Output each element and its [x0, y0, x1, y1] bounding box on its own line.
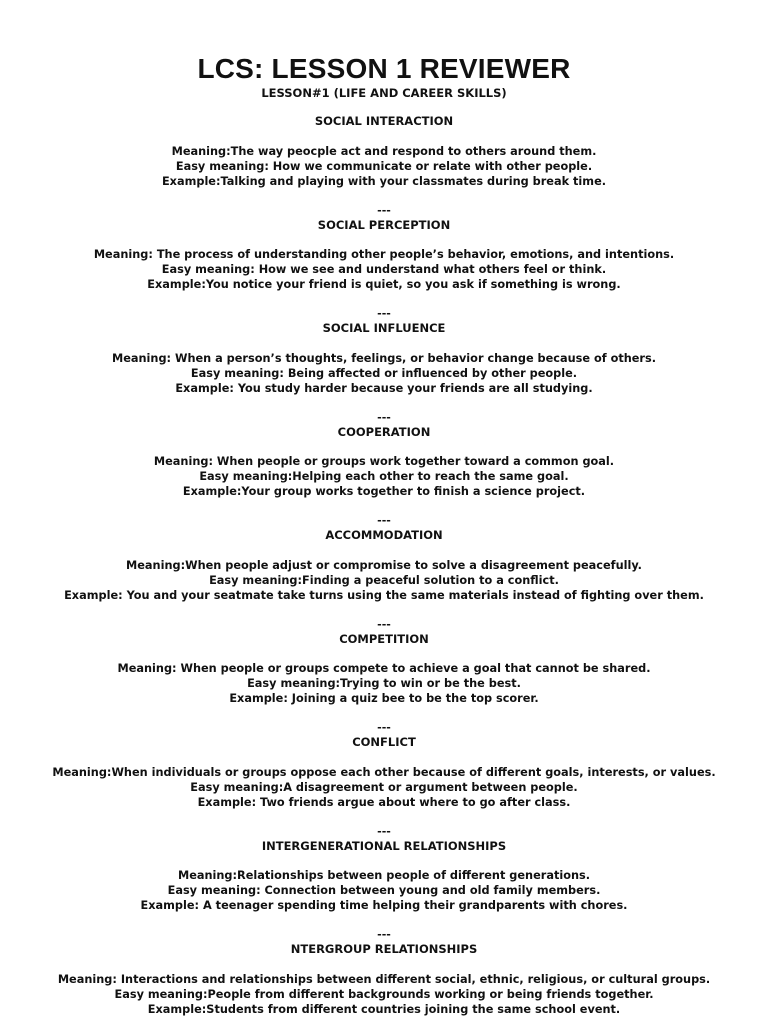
section-separator: ---: [377, 410, 391, 424]
meaning-line: Meaning: When a person’s thoughts, feelings, or behavior change because of others.: [111, 351, 657, 365]
example-line: Example: You study harder because your friends are all studying.: [175, 381, 593, 395]
section-heading: ACCOMMODATION: [325, 528, 443, 542]
meaning-line: Meaning:When individuals or groups oppose each other because of different goals, interests, or values.: [52, 765, 716, 779]
easy-meaning-line: Easy meaning:Trying to win or be the best.: [247, 677, 521, 690]
sections-list: [0, 114, 768, 1017]
easy-meaning-line: Easy meaning:A disagreement or argument between people.: [190, 780, 578, 794]
section-separator: ---: [377, 203, 391, 217]
section-social-perception: [0, 218, 768, 322]
section-heading: SOCIAL INFLUENCE: [322, 321, 446, 335]
meaning-line: Meaning:When people adjust or compromise to solve a disagreement peacefully.: [126, 558, 642, 572]
section-cooperation: [0, 425, 768, 529]
document-subtitle: LESSON#1 (LIFE AND CAREER SKILLS): [261, 86, 507, 100]
section-separator: ---: [377, 307, 391, 320]
section-intergenerational-relationships: [0, 839, 768, 943]
section-social-influence: [0, 321, 768, 425]
section-separator: ---: [377, 617, 391, 631]
easy-meaning-line: Easy meaning: How we communicate or relate with other people.: [175, 159, 593, 173]
document-title: LCS: LESSON 1 REVIEWER: [197, 53, 571, 84]
meaning-line: Meaning:The way peocple act and respond to others around them.: [171, 144, 597, 158]
example-line: Example:Your group works together to finish a science project.: [182, 485, 586, 498]
section-heading: SOCIAL INTERACTION: [314, 114, 454, 128]
example-line: Example: Two friends argue about where to go after class.: [197, 795, 571, 809]
example-line: Example:Students from different countries joining the same school event.: [147, 1002, 621, 1016]
section-competition: [0, 632, 768, 736]
easy-meaning-line: Easy meaning:Helping each other to reach the same goal.: [199, 470, 569, 483]
example-line: Example: You and your seatmate take turns using the same materials instead of fighting over them.: [64, 588, 704, 602]
easy-meaning-line: Easy meaning: Being affected or influenced by other people.: [190, 366, 578, 380]
section-heading: CONFLICT: [352, 735, 416, 749]
example-line: Example:Talking and playing with your classmates during break time.: [161, 174, 607, 188]
example-line: Example: Joining a quiz bee to be the top scorer.: [229, 692, 539, 705]
section-heading: COOPERATION: [337, 424, 431, 439]
meaning-line: Meaning: When people or groups compete to achieve a goal that cannot be shared.: [117, 662, 651, 675]
section-conflict: [0, 735, 768, 839]
meaning-line: Meaning: When people or groups work together toward a common goal.: [153, 455, 615, 468]
section-separator: ---: [377, 721, 391, 734]
meaning-line: Meaning:Relationships between people of different generations.: [177, 869, 591, 882]
example-line: Example: A teenager spending time helping their grandparents with chores.: [140, 899, 628, 912]
section-separator: ---: [377, 928, 391, 941]
section-social-interaction: [0, 114, 768, 218]
easy-meaning-line: Easy meaning: Connection between young and old family members.: [167, 884, 601, 897]
example-line: Example:You notice your friend is quiet, so you ask if something is wrong.: [147, 278, 621, 291]
section-separator: ---: [377, 824, 391, 838]
section-heading: INTERGENERATIONAL RELATIONSHIPS: [261, 838, 507, 853]
meaning-line: Meaning: The process of understanding other people’s behavior, emotions, and intentions.: [93, 248, 675, 261]
easy-meaning-line: Easy meaning:Finding a peaceful solution to a conflict.: [209, 573, 559, 587]
section-accommodation: [0, 528, 768, 632]
meaning-line: Meaning: Interactions and relationships between different social, ethnic, religious, or cultural groups.: [57, 972, 711, 986]
section-intergroup-relationships: [0, 942, 768, 1017]
section-heading: SOCIAL PERCEPTION: [317, 217, 451, 232]
section-heading: COMPETITION: [339, 631, 429, 646]
easy-meaning-line: Easy meaning:People from different backgrounds working or being friends together.: [114, 987, 654, 1001]
easy-meaning-line: Easy meaning: How we see and understand what others feel or think.: [161, 263, 607, 276]
section-heading: NTERGROUP RELATIONSHIPS: [290, 942, 478, 956]
section-separator: ---: [377, 514, 391, 527]
